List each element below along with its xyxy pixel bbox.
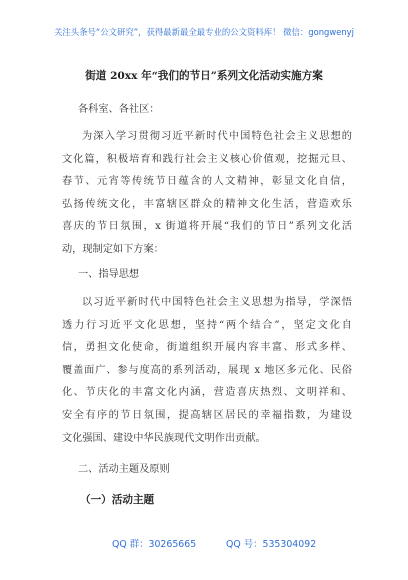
footer-qq-group: QQ 群：30265665: [112, 539, 197, 550]
section-heading-theme-principles: 二、活动主题及原则: [78, 464, 170, 475]
paragraph-line: 信，勇担文化使命，街道组织开展内容丰富、形式多样、: [62, 342, 352, 354]
intro-line: 动，现制定如下方案：: [62, 243, 164, 255]
intro-paragraph: [62, 126, 352, 262]
intro-line: 为深入学习贯彻习近平新时代中国特色社会主义思想的: [82, 131, 352, 142]
footer-qq-number: QQ 号：535304092: [226, 539, 317, 550]
document-title: 街道 20xx 年“我们的节日”系列文化活动实施方案: [85, 70, 323, 82]
salutation: 各科室、各社区：: [78, 104, 160, 115]
subsection-heading-activity-theme: （一）活动主题: [80, 494, 155, 506]
paragraph-line: 文化强国、建设中华民族现代文明作出贡献。: [62, 432, 266, 444]
intro-line: 文化篇，积极培育和践行社会主义核心价值观，挖掘元旦、: [62, 153, 352, 165]
paragraph-line: 安全有序的节日氛围，提高辖区居民的幸福指数，为建设: [62, 409, 352, 421]
paragraph-line: 化、节庆化的丰富文化内涵，营造喜庆热烈、文明祥和、: [62, 387, 352, 399]
paragraph-line: 以习近平新时代中国特色社会主义思想为指导，学深悟: [82, 297, 352, 308]
intro-line: 弘扬传统文化，丰富辖区群众的精神文化生活，营造欢乐: [62, 198, 352, 210]
guiding-ideology-paragraph: [62, 292, 352, 450]
intro-line: 喜庆的节日氛围，x 街道将开展“我们的节日”系列文化活: [62, 221, 352, 233]
paragraph-line: 透力行习近平文化思想，坚持“两个结合”，坚定文化自: [62, 319, 352, 331]
paragraph-line: 覆盖面广、参与度高的系列活动，展现 x 地区多元化、民俗: [62, 364, 352, 376]
section-heading-guiding-ideology: 一、指导思想: [78, 269, 140, 280]
header-promo-note: 关注头条号“公文研究”，获得最新最全最专业的公文资料库！ 微信：gongwenyj: [54, 27, 354, 37]
intro-line: 春节、元宵等传统节日蕴含的人文精神，彰显文化自信，: [62, 176, 352, 188]
